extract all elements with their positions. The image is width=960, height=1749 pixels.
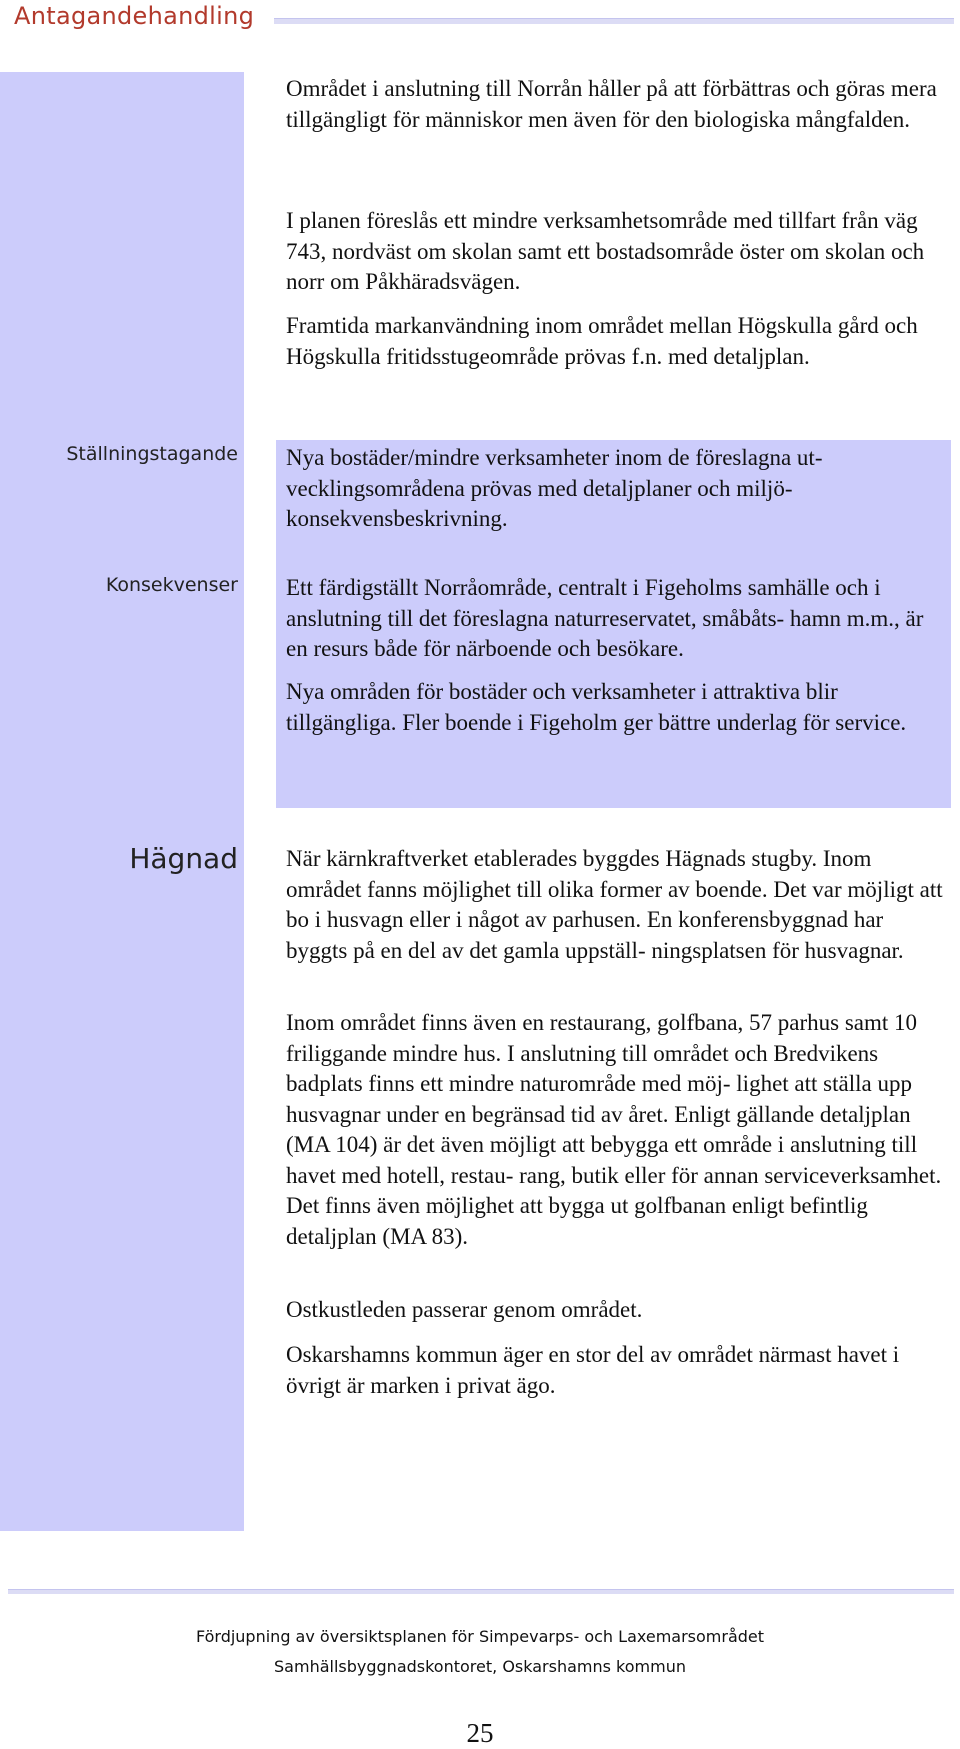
- side-label-hagnad: Hägnad: [129, 842, 238, 875]
- footer-organization: Samhällsbyggnadskontoret, Oskarshamns kommun: [274, 1657, 686, 1676]
- footer-document-title: Fördjupning av översiktsplanen för Simpevarps- och Laxemarsområdet: [195, 1627, 765, 1646]
- konsekvenser-paragraph-2: Nya områden för bostäder och verksamheter i attraktiva blir tillgängliga. Fler boende i Figeholm ger bättre underlag för service.: [286, 679, 907, 735]
- intro-paragraph-1: Området i anslutning till Norrån håller på att förbättras och göras mera tillgängligt för människor men även för den biologiska mångfalden.: [286, 76, 937, 132]
- stallningstagande-text: Nya bostäder/mindre verksamheter inom de föreslagna ut- vecklingsområdena prövas med detaljplaner och miljö- konsekvensbeskrivning.: [286, 445, 823, 531]
- hagnad-paragraph-4: Oskarshamns kommun äger en stor del av området närmast havet i övrigt är marken i privat ägo.: [286, 1342, 900, 1398]
- footer-divider: [8, 1589, 954, 1594]
- hagnad-paragraph-1: När kärnkraftverket etablerades byggdes Hägnads stugby. Inom området fanns möjlighet till olika former av boende. Det var möjligt att bo i husvagn eller i något av parhusen. En konferensbyggnad har byggts på en del av det gamla uppställ- ningsplatsen för husvagnar.: [286, 846, 943, 963]
- side-label-konsekvenser: Konsekvenser: [105, 574, 238, 596]
- document-header-title: Antagandehandling: [14, 2, 255, 30]
- side-label-stallningstagande: Ställningstagande: [66, 443, 238, 465]
- left-margin-band: [0, 72, 244, 1531]
- header-divider: [274, 18, 954, 24]
- hagnad-paragraph-3: Ostkustleden passerar genom området.: [286, 1297, 643, 1322]
- page-number: 25: [466, 1718, 494, 1748]
- konsekvenser-paragraph-1: Ett färdigställt Norråområde, centralt i Figeholms samhälle och i anslutning till det föreslagna naturreservatet, småbåts- hamn m.m., är en resurs både för närboende och besökare.: [286, 575, 924, 661]
- intro-paragraph-3: Framtida markanvändning inom området mellan Högskulla gård och Högskulla fritidsstugeområde prövas f.n. med detaljplan.: [286, 313, 918, 369]
- hagnad-paragraph-2: Inom området finns även en restaurang, golfbana, 57 parhus samt 10 friliggande mindre hus. I anslutning till området och Bredvikens badplats finns ett mindre naturområde med möj- lighet att ställa upp husvagnar under en begränsad tid av året. Enligt gällande detaljplan (MA 104) är det även möjligt att bebygga ett område i anslutning till havet med hotell, restau- rang, butik eller för annan serviceverksamhet. Det finns även möjlighet att bygga ut golfbanan enligt befintlig detaljplan (MA 83).: [286, 1010, 942, 1249]
- intro-paragraph-2: I planen föreslås ett mindre verksamhetsområde med tillfart från väg 743, nordväst om skolan samt ett bostadsområde öster om skolan och norr om Påkhäradsvägen.: [286, 208, 925, 294]
